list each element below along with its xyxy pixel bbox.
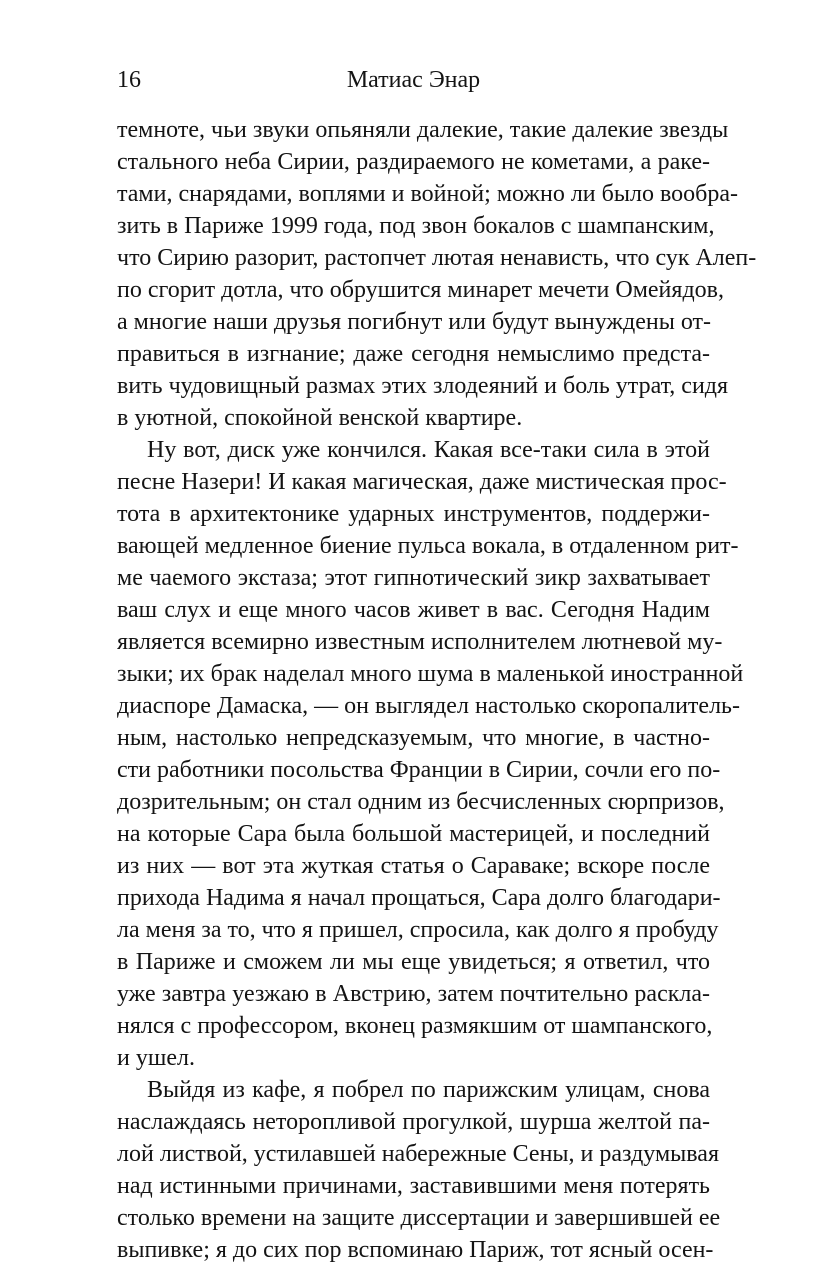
text-line: Выйдя из кафе, я побрел по парижским улицам, снова (147, 1077, 710, 1103)
text-line: сти работники посольства Франции в Сирии, сочли его по- (117, 757, 721, 783)
text-line: что Сирию разорит, растопчет лютая ненависть, что сук Алеп- (117, 245, 757, 271)
page-number: 16 (117, 67, 141, 93)
text-line: тами, снарядами, воплями и войной; можно ли было вообра- (117, 181, 738, 207)
text-line: прихода Надима я начал прощаться, Сара долго благодари- (117, 885, 721, 911)
text-line: а многие наши друзья погибнут или будут вынуждены от- (117, 309, 711, 335)
text-line: ваш слух и еще много часов живет в вас. Сегодня Надим (117, 597, 710, 623)
text-line: вить чудовищный размах этих злодеяний и боль утрат, сидя (117, 373, 729, 399)
text-line: диаспоре Дамаска, — он выглядел настолько скоропалитель- (117, 693, 740, 719)
text-line: темноте, чьи звуки опьяняли далекие, такие далекие звезды (117, 117, 729, 143)
text-line: зить в Париже 1999 года, под звон бокалов с шампанским, (117, 213, 715, 239)
text-line: ме чаемого экстаза; этот гипнотический зикр захватывает (117, 565, 710, 591)
text-line: дозрительным; он стал одним из бесчисленных сюрпризов, (117, 789, 725, 815)
text-line: тота в архитектонике ударных инструментов, поддержи- (117, 501, 710, 527)
text-line: правиться в изгнание; даже сегодня немыслимо предста- (117, 341, 710, 367)
text-line: в уютной, спокойной венской квартире. (117, 405, 523, 431)
text-line: уже завтра уезжаю в Австрию, затем почтительно раскла- (117, 981, 710, 1007)
text-line: из них — вот эта жуткая статья о Сараваке; вскоре после (117, 853, 710, 879)
text-line: является всемирно известным исполнителем лютневой му- (117, 629, 723, 655)
text-line: Ну вот, диск уже кончился. Какая все-таки сила в этой (147, 437, 710, 463)
text-line: стального неба Сирии, раздираемого не кометами, а раке- (117, 149, 710, 175)
text-line: выпивке; я до сих пор вспоминаю Париж, тот ясный осен- (117, 1237, 714, 1263)
text-line: столько времени на защите диссертации и завершившей ее (117, 1205, 721, 1231)
running-head-author: Матиас Энар (346, 67, 481, 93)
text-line: ным, настолько непредсказуемым, что многие, в частно- (117, 725, 710, 751)
text-line: нялся с профессором, вконец размякшим от шампанского, (117, 1013, 713, 1039)
body-text (117, 114, 757, 1266)
text-line: лой листвой, устилавшей набережные Сены, и раздумывая (117, 1141, 719, 1167)
text-line: наслаждаясь неторопливой прогулкой, шурша желтой па- (117, 1109, 710, 1135)
text-line: песне Назери! И какая магическая, даже мистическая прос- (117, 469, 727, 495)
text-line: в Париже и сможем ли мы еще увидеться; я ответил, что (117, 949, 710, 975)
text-line: и ушел. (117, 1045, 195, 1071)
text-line: ла меня за то, что я пришел, спросила, как долго я пробуду (117, 917, 719, 943)
text-line: над истинными причинами, заставившими меня потерять (117, 1173, 710, 1199)
page-header (117, 62, 710, 98)
text-line: вающей медленное биение пульса вокала, в отдаленном рит- (117, 533, 739, 559)
text-line: на которые Сара была большой мастерицей, и последний (117, 821, 710, 847)
text-line: зыки; их брак наделал много шума в маленькой иностранной (117, 661, 744, 687)
text-line: по сгорит дотла, что обрушится минарет мечети Омейядов, (117, 277, 724, 303)
